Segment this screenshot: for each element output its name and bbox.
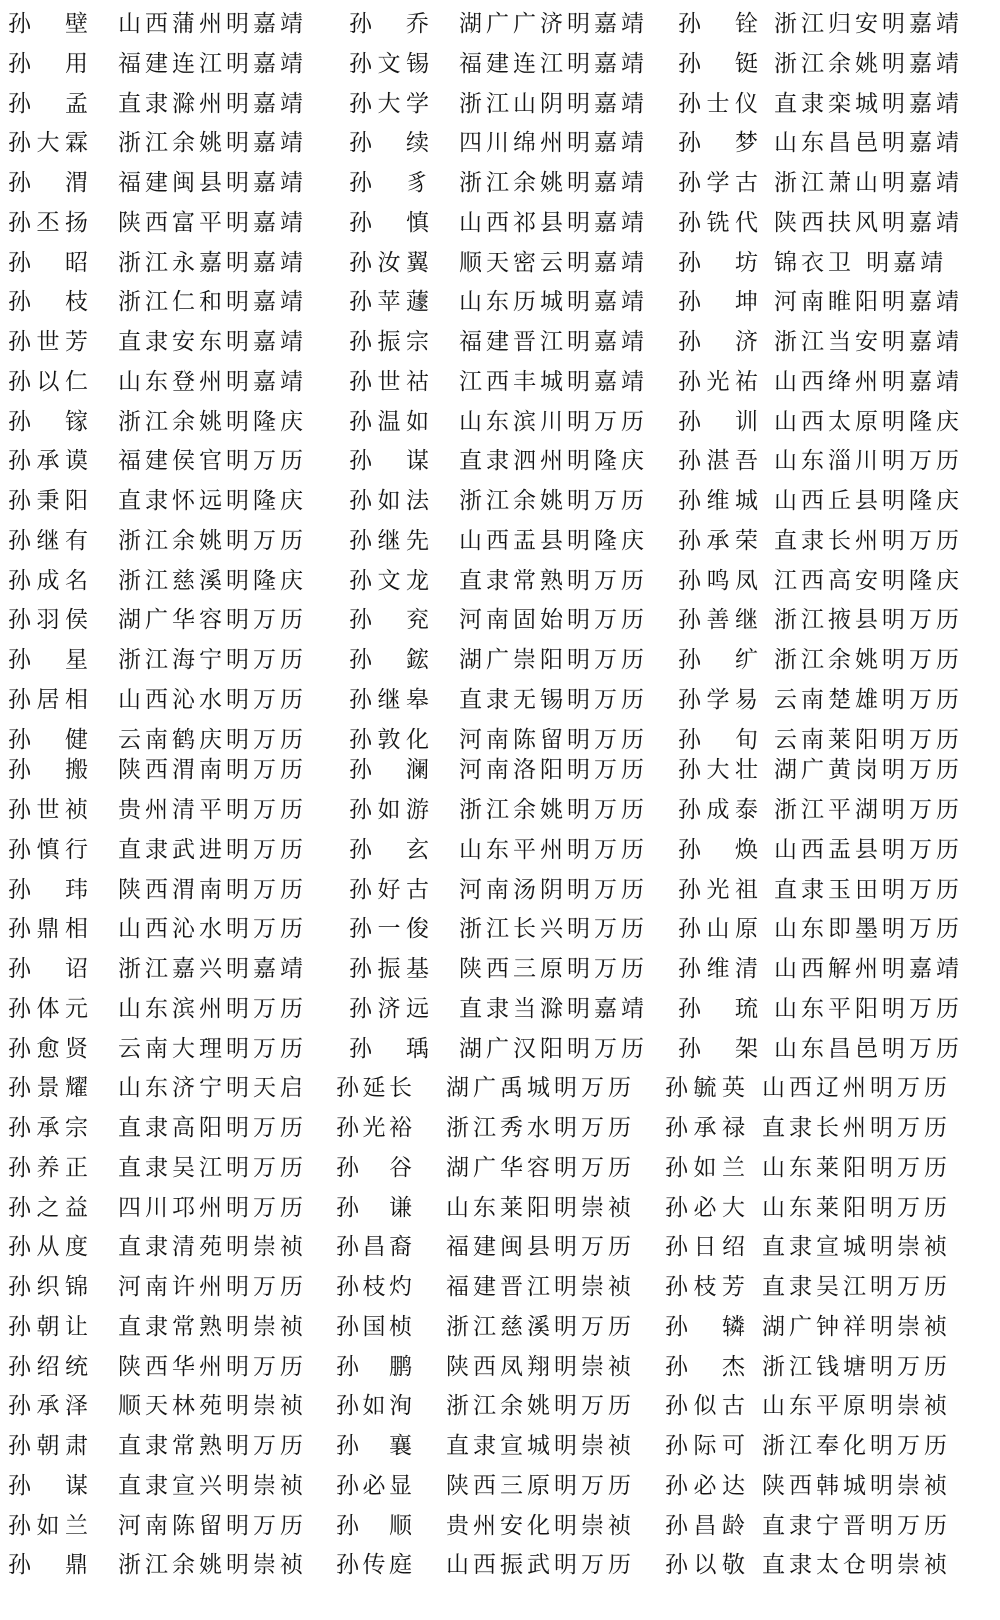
person-name: 孙以仁	[8, 369, 88, 395]
origin-and-era: 湖广禹城明万历	[446, 1075, 635, 1101]
origin-and-era: 山东登州明嘉靖	[118, 369, 307, 395]
person-name: 孙光祐	[678, 369, 758, 395]
origin-and-era: 直隶宣城明崇祯	[446, 1433, 635, 1459]
person-name: 孙光祖	[678, 877, 758, 903]
person-name: 孙承谟	[8, 448, 88, 474]
person-name: 孙 续	[349, 130, 429, 156]
person-name: 孙光裕	[336, 1115, 412, 1141]
person-name: 孙 壁	[8, 11, 88, 37]
table-row	[0, 1506, 1000, 1546]
origin-and-era: 山东昌邑明万历	[774, 1036, 963, 1062]
person-name: 孙景耀	[8, 1075, 88, 1101]
table-row	[0, 441, 1000, 481]
person-name: 孙必显	[336, 1473, 412, 1499]
person-name: 孙 孟	[8, 91, 88, 117]
person-name: 孙大霖	[8, 130, 88, 156]
origin-and-era: 云南莱阳明万历	[774, 727, 963, 753]
person-name: 孙 焕	[678, 837, 758, 863]
person-name: 孙 昭	[8, 250, 88, 276]
person-name: 孙铣代	[678, 210, 758, 236]
origin-and-era: 直隶长州明万历	[762, 1115, 951, 1141]
person-name: 孙学古	[678, 170, 758, 196]
origin-and-era: 福建闽县明万历	[446, 1234, 635, 1260]
person-name: 孙 搬	[8, 757, 88, 783]
origin-and-era: 山东滨州明万历	[118, 996, 307, 1022]
person-name: 孙温如	[349, 409, 429, 435]
person-name: 孙汝翼	[349, 250, 429, 276]
origin-and-era: 直隶宣城明崇祯	[762, 1234, 951, 1260]
person-name: 孙 铤	[678, 51, 758, 77]
person-name: 孙 诏	[8, 956, 88, 982]
origin-and-era: 山西沁水明万历	[118, 916, 307, 942]
origin-and-era: 陕西华州明万历	[118, 1354, 307, 1380]
table-row	[0, 123, 1000, 163]
origin-and-era: 浙江萧山明嘉靖	[774, 170, 963, 196]
origin-and-era: 山西沁水明万历	[118, 687, 307, 713]
origin-and-era: 福建闽县明嘉靖	[118, 170, 307, 196]
person-name: 孙 架	[678, 1036, 758, 1062]
person-name: 孙善继	[678, 607, 758, 633]
person-name: 孙 琉	[678, 996, 758, 1022]
origin-and-era: 山东淄川明万历	[774, 448, 963, 474]
table-row	[0, 830, 1000, 870]
person-name: 孙 襄	[336, 1433, 412, 1459]
origin-and-era: 浙江余姚明万历	[446, 1393, 635, 1419]
origin-and-era: 山西解州明嘉靖	[774, 956, 963, 982]
origin-and-era: 陕西凤翔明崇祯	[446, 1354, 635, 1380]
table-row	[0, 989, 1000, 1029]
table-row	[0, 1148, 1000, 1188]
person-name: 孙承荣	[678, 528, 758, 554]
origin-and-era: 浙江当安明嘉靖	[774, 329, 963, 355]
origin-and-era: 直隶太仓明崇祯	[762, 1552, 951, 1578]
origin-and-era: 河南陈留明万历	[118, 1513, 307, 1539]
person-name: 孙继皋	[349, 687, 429, 713]
person-name: 孙必达	[665, 1473, 745, 1499]
person-name: 孙成泰	[678, 797, 758, 823]
person-name: 孙绍统	[8, 1354, 88, 1380]
origin-and-era: 直隶玉田明万历	[774, 877, 963, 903]
person-name: 孙之益	[8, 1195, 88, 1221]
origin-and-era: 锦衣卫 明嘉靖	[774, 250, 948, 276]
origin-and-era: 浙江归安明嘉靖	[774, 11, 963, 37]
origin-and-era: 山西辽州明万历	[762, 1075, 951, 1101]
person-name: 孙 谋	[349, 448, 429, 474]
origin-and-era: 贵州清平明万历	[118, 797, 307, 823]
origin-and-era: 湖广华容明万历	[446, 1155, 635, 1181]
origin-and-era: 浙江钱塘明万历	[762, 1354, 951, 1380]
origin-and-era: 陕西渭南明万历	[118, 757, 307, 783]
table-row	[0, 870, 1000, 910]
person-name: 孙 鋐	[349, 647, 429, 673]
table-row	[0, 203, 1000, 243]
origin-and-era: 直隶常熟明万历	[118, 1433, 307, 1459]
table-row	[0, 1267, 1000, 1307]
person-name: 孙秉阳	[8, 488, 88, 514]
person-name: 孙如法	[349, 488, 429, 514]
person-name: 孙 梦	[678, 130, 758, 156]
table-row	[0, 1466, 1000, 1506]
table-row	[0, 4, 1000, 44]
person-name: 孙维清	[678, 956, 758, 982]
origin-and-era: 直隶高阳明万历	[118, 1115, 307, 1141]
origin-and-era: 四川邛州明万历	[118, 1195, 307, 1221]
origin-and-era: 浙江山阴明嘉靖	[459, 91, 648, 117]
origin-and-era: 山东平州明万历	[459, 837, 648, 863]
origin-and-era: 山东即墨明万历	[774, 916, 963, 942]
person-name: 孙传庭	[336, 1552, 412, 1578]
person-name: 孙 鼎	[8, 1552, 88, 1578]
table-row	[0, 1545, 1000, 1585]
origin-and-era: 浙江慈溪明万历	[446, 1314, 635, 1340]
person-name: 孙文锡	[349, 51, 429, 77]
origin-and-era: 直隶安东明嘉靖	[118, 329, 307, 355]
person-name: 孙振基	[349, 956, 429, 982]
person-name: 孙愈贤	[8, 1036, 88, 1062]
origin-and-era: 陕西韩城明崇祯	[762, 1473, 951, 1499]
origin-and-era: 直隶吴江明万历	[762, 1274, 951, 1300]
person-name: 孙日绍	[665, 1234, 745, 1260]
person-name: 孙继有	[8, 528, 88, 554]
person-name: 孙成名	[8, 568, 88, 594]
person-name: 孙 玮	[8, 877, 88, 903]
person-name: 孙 慎	[349, 210, 429, 236]
origin-and-era: 山东历城明嘉靖	[459, 289, 648, 315]
person-name: 孙如兰	[665, 1155, 745, 1181]
origin-and-era: 陕西渭南明万历	[118, 877, 307, 903]
person-name: 孙继先	[349, 528, 429, 554]
person-name: 孙承泽	[8, 1393, 88, 1419]
origin-and-era: 山东莱阳明万历	[762, 1155, 951, 1181]
person-name: 孙居相	[8, 687, 88, 713]
person-name: 孙慎行	[8, 837, 88, 863]
table-row	[0, 362, 1000, 402]
person-name: 孙鼎相	[8, 916, 88, 942]
person-name: 孙朝肃	[8, 1433, 88, 1459]
origin-and-era: 直隶常熟明崇祯	[118, 1314, 307, 1340]
origin-and-era: 山西太原明隆庆	[774, 409, 963, 435]
origin-and-era: 山东莱阳明万历	[762, 1195, 951, 1221]
origin-and-era: 贵州安化明崇祯	[446, 1513, 635, 1539]
origin-and-era: 山东济宁明天启	[118, 1075, 307, 1101]
origin-and-era: 福建晋江明崇祯	[446, 1274, 635, 1300]
person-name: 孙 渭	[8, 170, 88, 196]
origin-and-era: 直隶当滁明嘉靖	[459, 996, 648, 1022]
person-name: 孙一俊	[349, 916, 429, 942]
origin-and-era: 福建连江明嘉靖	[118, 51, 307, 77]
origin-and-era: 直隶清苑明崇祯	[118, 1234, 307, 1260]
person-name: 孙以敬	[665, 1552, 745, 1578]
table-row	[0, 322, 1000, 362]
person-name: 孙 训	[678, 409, 758, 435]
origin-and-era: 山西振武明万历	[446, 1552, 635, 1578]
table-row	[0, 243, 1000, 283]
origin-and-era: 浙江余姚明万历	[459, 797, 648, 823]
person-name: 孙 谦	[336, 1195, 412, 1221]
origin-and-era: 浙江奉化明万历	[762, 1433, 951, 1459]
table-row	[0, 481, 1000, 521]
person-name: 孙 鹏	[336, 1354, 412, 1380]
person-name: 孙 玄	[349, 837, 429, 863]
origin-and-era: 山东莱阳明崇祯	[446, 1195, 635, 1221]
origin-and-era: 浙江仁和明嘉靖	[118, 289, 307, 315]
origin-and-era: 福建侯官明万历	[118, 448, 307, 474]
person-name: 孙养正	[8, 1155, 88, 1181]
person-name: 孙振宗	[349, 329, 429, 355]
origin-and-era: 浙江余姚明嘉靖	[774, 51, 963, 77]
table-row	[0, 600, 1000, 640]
person-name: 孙文龙	[349, 568, 429, 594]
origin-and-era: 直隶怀远明隆庆	[118, 488, 307, 514]
table-row	[0, 44, 1000, 84]
person-name: 孙 星	[8, 647, 88, 673]
person-name: 孙 乔	[349, 11, 429, 37]
person-name: 孙昌龄	[665, 1513, 745, 1539]
origin-and-era: 山东平阳明万历	[774, 996, 963, 1022]
origin-and-era: 湖广黄岗明万历	[774, 757, 963, 783]
table-row	[0, 909, 1000, 949]
origin-and-era: 湖广汉阳明万历	[459, 1036, 648, 1062]
origin-and-era: 江西高安明隆庆	[774, 568, 963, 594]
origin-and-era: 河南汤阴明万历	[459, 877, 648, 903]
person-name: 孙维城	[678, 488, 758, 514]
origin-and-era: 浙江余姚明崇祯	[118, 1552, 307, 1578]
person-name: 孙 旬	[678, 727, 758, 753]
table-row	[0, 1347, 1000, 1387]
person-name: 孙 用	[8, 51, 88, 77]
origin-and-era: 湖广华容明万历	[118, 607, 307, 633]
origin-and-era: 山西丘县明隆庆	[774, 488, 963, 514]
table-row	[0, 640, 1000, 680]
origin-and-era: 湖广崇阳明万历	[459, 647, 648, 673]
origin-and-era: 浙江海宁明万历	[118, 647, 307, 673]
person-name: 孙 豸	[349, 170, 429, 196]
origin-and-era: 山西盂县明隆庆	[459, 528, 648, 554]
origin-and-era: 浙江嘉兴明嘉靖	[118, 956, 307, 982]
table-row	[0, 521, 1000, 561]
origin-and-era: 福建连江明嘉靖	[459, 51, 648, 77]
origin-and-era: 江西丰城明嘉靖	[459, 369, 648, 395]
origin-and-era: 浙江余姚明嘉靖	[118, 130, 307, 156]
table-row	[0, 402, 1000, 442]
table-row	[0, 949, 1000, 989]
table-row	[0, 750, 1000, 790]
origin-and-era: 山西祁县明嘉靖	[459, 210, 648, 236]
person-name: 孙 坊	[678, 250, 758, 276]
origin-and-era: 直隶常熟明万历	[459, 568, 648, 594]
origin-and-era: 直隶长州明万历	[774, 528, 963, 554]
person-name: 孙羽侯	[8, 607, 88, 633]
person-name: 孙 纩	[678, 647, 758, 673]
person-name: 孙大壮	[678, 757, 758, 783]
origin-and-era: 河南固始明万历	[459, 607, 648, 633]
origin-and-era: 陕西三原明万历	[459, 956, 648, 982]
origin-and-era: 陕西扶风明嘉靖	[774, 210, 963, 236]
origin-and-era: 浙江秀水明万历	[446, 1115, 635, 1141]
table-row	[0, 1108, 1000, 1148]
origin-and-era: 直隶栾城明嘉靖	[774, 91, 963, 117]
origin-and-era: 山东滨川明万历	[459, 409, 648, 435]
person-name: 孙织锦	[8, 1274, 88, 1300]
origin-and-era: 直隶泗州明隆庆	[459, 448, 648, 474]
person-name: 孙承禄	[665, 1115, 745, 1141]
origin-and-era: 陕西富平明嘉靖	[118, 210, 307, 236]
person-name: 孙 澜	[349, 757, 429, 783]
table-row	[0, 84, 1000, 124]
origin-and-era: 浙江余姚明万历	[459, 488, 648, 514]
table-row	[0, 1068, 1000, 1108]
origin-and-era: 山东平原明崇祯	[762, 1393, 951, 1419]
person-name: 孙 坤	[678, 289, 758, 315]
origin-and-era: 山东昌邑明嘉靖	[774, 130, 963, 156]
origin-and-era: 湖广钟祥明崇祯	[762, 1314, 951, 1340]
table-row	[0, 1227, 1000, 1267]
person-name: 孙如游	[349, 797, 429, 823]
table-row	[0, 163, 1000, 203]
person-name: 孙似古	[665, 1393, 745, 1419]
table-row	[0, 1426, 1000, 1466]
origin-and-era: 顺天林苑明崇祯	[118, 1393, 307, 1419]
table-row	[0, 790, 1000, 830]
person-name: 孙必大	[665, 1195, 745, 1221]
person-name: 孙鸣凤	[678, 568, 758, 594]
person-name: 孙 杰	[665, 1354, 745, 1380]
person-name: 孙 谋	[8, 1473, 88, 1499]
table-row	[0, 680, 1000, 720]
origin-and-era: 云南大理明万历	[118, 1036, 307, 1062]
origin-and-era: 山西绛州明嘉靖	[774, 369, 963, 395]
table-row	[0, 1029, 1000, 1069]
origin-and-era: 浙江余姚明嘉靖	[459, 170, 648, 196]
origin-and-era: 河南许州明万历	[118, 1274, 307, 1300]
person-name: 孙如洵	[336, 1393, 412, 1419]
person-name: 孙苹蘧	[349, 289, 429, 315]
person-name: 孙际可	[665, 1433, 745, 1459]
origin-and-era: 浙江余姚明万历	[774, 647, 963, 673]
table-row	[0, 1188, 1000, 1228]
origin-and-era: 浙江长兴明万历	[459, 916, 648, 942]
person-name: 孙敦化	[349, 727, 429, 753]
origin-and-era: 顺天密云明嘉靖	[459, 250, 648, 276]
origin-and-era: 直隶宣兴明崇祯	[118, 1473, 307, 1499]
origin-and-era: 直隶滁州明嘉靖	[118, 91, 307, 117]
origin-and-era: 河南陈留明万历	[459, 727, 648, 753]
origin-and-era: 浙江慈溪明隆庆	[118, 568, 307, 594]
origin-and-era: 直隶宁晋明万历	[762, 1513, 951, 1539]
origin-and-era: 直隶无锡明万历	[459, 687, 648, 713]
origin-and-era: 浙江掖县明万历	[774, 607, 963, 633]
origin-and-era: 山西盂县明万历	[774, 837, 963, 863]
origin-and-era: 陕西三原明万历	[446, 1473, 635, 1499]
person-name: 孙济远	[349, 996, 429, 1022]
person-name: 孙毓英	[665, 1075, 745, 1101]
person-name: 孙 谷	[336, 1155, 412, 1181]
origin-and-era: 直隶吴江明万历	[118, 1155, 307, 1181]
person-name: 孙士仪	[678, 91, 758, 117]
origin-and-era: 河南洛阳明万历	[459, 757, 648, 783]
person-name: 孙 兖	[349, 607, 429, 633]
table-row	[0, 1386, 1000, 1426]
person-name: 孙承宗	[8, 1115, 88, 1141]
person-name: 孙丕扬	[8, 210, 88, 236]
person-name: 孙世祜	[349, 369, 429, 395]
person-name: 孙世祯	[8, 797, 88, 823]
table-row	[0, 561, 1000, 601]
origin-and-era: 山西蒲州明嘉靖	[118, 11, 307, 37]
origin-and-era: 福建晋江明嘉靖	[459, 329, 648, 355]
person-name: 孙 顺	[336, 1513, 412, 1539]
person-name: 孙学易	[678, 687, 758, 713]
person-name: 孙好古	[349, 877, 429, 903]
origin-and-era: 四川绵州明嘉靖	[459, 130, 648, 156]
table-row	[0, 282, 1000, 322]
table-row	[0, 1307, 1000, 1347]
person-name: 孙从度	[8, 1234, 88, 1260]
person-name: 孙延长	[336, 1075, 412, 1101]
origin-and-era: 浙江平湖明万历	[774, 797, 963, 823]
person-name: 孙世芳	[8, 329, 88, 355]
person-name: 孙朝让	[8, 1314, 88, 1340]
person-name: 孙如兰	[8, 1513, 88, 1539]
origin-and-era: 云南鹤庆明万历	[118, 727, 307, 753]
person-name: 孙 枝	[8, 289, 88, 315]
person-name: 孙国桢	[336, 1314, 412, 1340]
origin-and-era: 湖广广济明嘉靖	[459, 11, 648, 37]
origin-and-era: 浙江余姚明万历	[118, 528, 307, 554]
person-name: 孙 辚	[665, 1314, 745, 1340]
person-name: 孙山原	[678, 916, 758, 942]
person-name: 孙枝灼	[336, 1274, 412, 1300]
person-name: 孙体元	[8, 996, 88, 1022]
person-name: 孙 铨	[678, 11, 758, 37]
person-name: 孙大学	[349, 91, 429, 117]
origin-and-era: 直隶武进明万历	[118, 837, 307, 863]
person-name: 孙 镓	[8, 409, 88, 435]
person-name: 孙 健	[8, 727, 88, 753]
person-name: 孙 瑀	[349, 1036, 429, 1062]
person-name: 孙枝芳	[665, 1274, 745, 1300]
person-name: 孙昌裔	[336, 1234, 412, 1260]
origin-and-era: 浙江永嘉明嘉靖	[118, 250, 307, 276]
origin-and-era: 云南楚雄明万历	[774, 687, 963, 713]
origin-and-era: 浙江余姚明隆庆	[118, 409, 307, 435]
person-name: 孙湛吾	[678, 448, 758, 474]
origin-and-era: 河南睢阳明嘉靖	[774, 289, 963, 315]
person-name: 孙 济	[678, 329, 758, 355]
